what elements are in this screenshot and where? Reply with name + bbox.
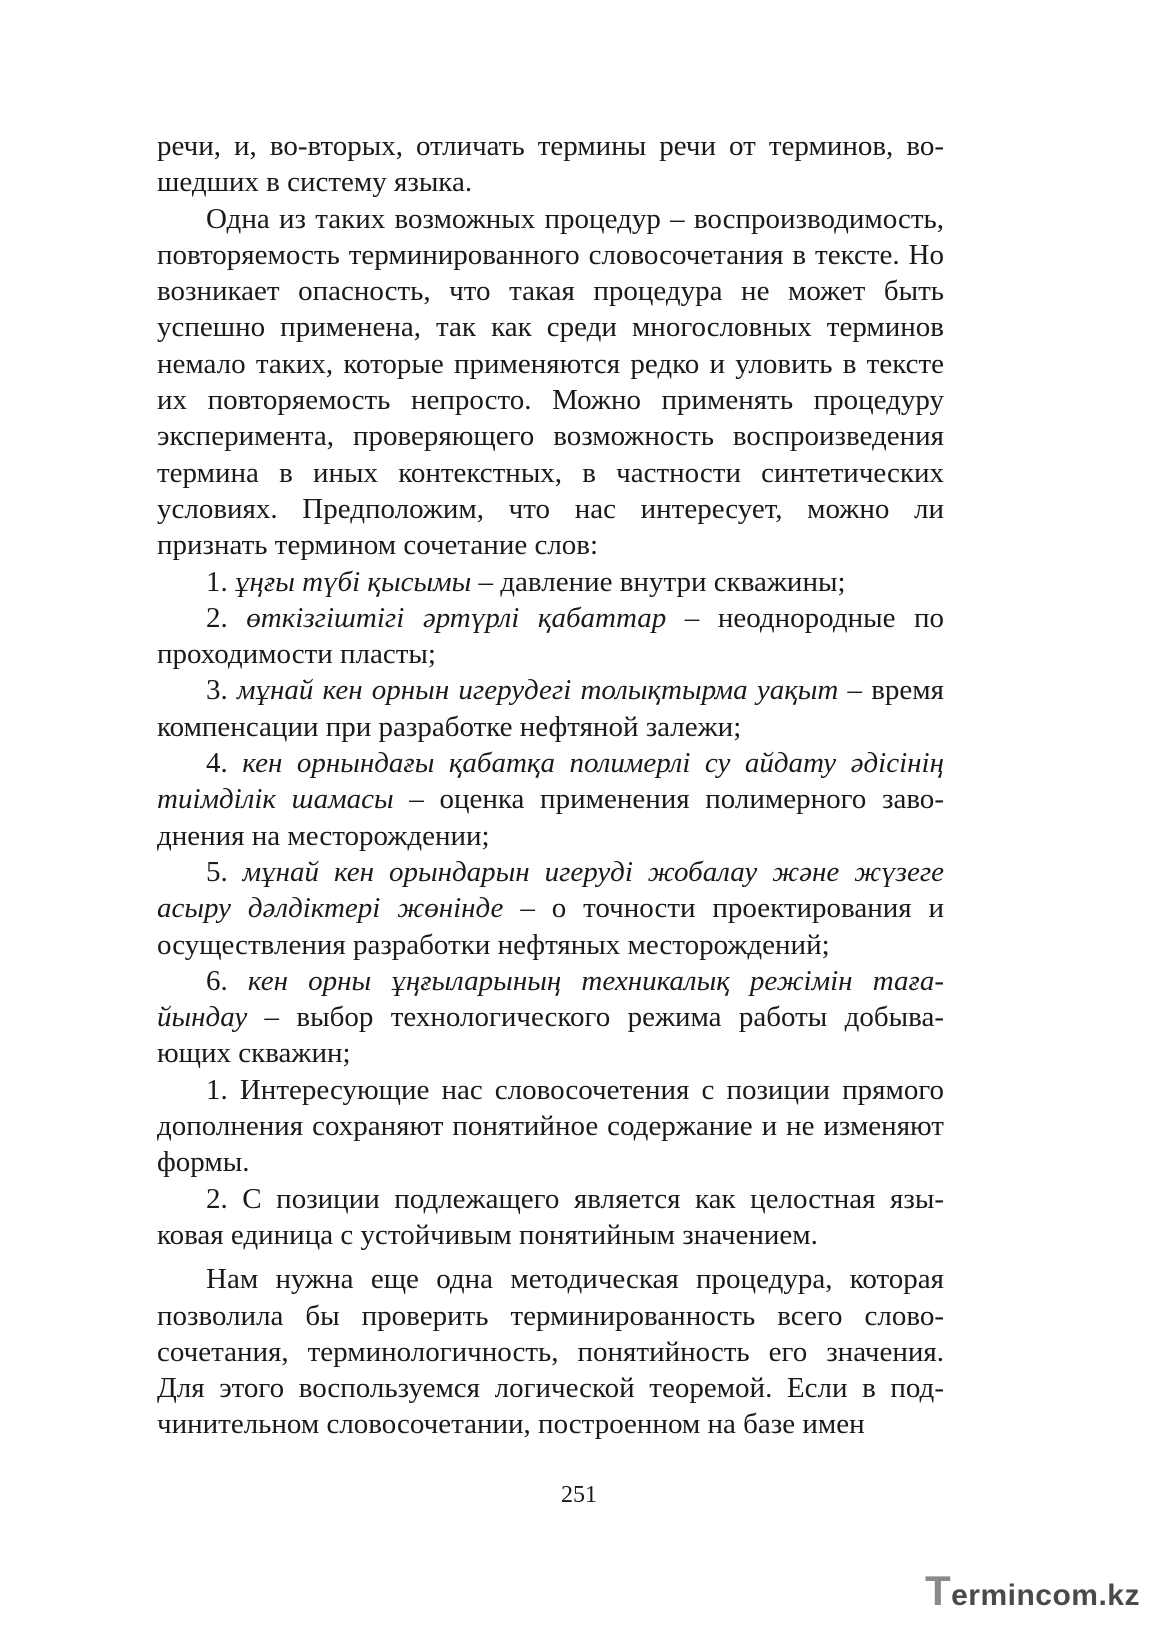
translation: – о точности проектирования и осуществления разработки нефтяных месторождений;: [157, 892, 945, 961]
kazakh-term: өткізгіштігі әртүрлі қабаттар: [246, 601, 667, 634]
example-number: 1.: [206, 565, 235, 598]
example-2: [157, 600, 944, 673]
paragraph-2: [157, 201, 944, 564]
paragraph-text: речи, и, во-вторых, отличать термины речи от терминов, вошедших в систему языка.: [157, 130, 944, 199]
example-4: [157, 745, 944, 854]
example-3: [157, 672, 944, 745]
example-1: [157, 564, 944, 600]
example-number: 3.: [206, 674, 237, 707]
watermark-initial: T: [924, 1567, 952, 1614]
page-number: 251: [561, 1482, 597, 1508]
example-number: 6.: [206, 964, 248, 997]
paragraph-final: [157, 1261, 944, 1442]
example-number: 2.: [206, 601, 247, 634]
paragraph-text: Нам нужна еще одна методическая процедура, которая позволила бы проверить терминированность всего словосочетания, терминологичность, понятийность его значения. Для этого воспользуемся логической теоремой. Если в подчинительном словосочетании, построенном на базе имен: [157, 1263, 944, 1441]
watermark-logo: [925, 1567, 1140, 1615]
kazakh-term: мұнай кен орындарын игеруді жобалау және жүзеге асыру дәлдіктері жөнінде: [157, 855, 944, 925]
page-body: [157, 128, 944, 1443]
kazakh-term: мұнай кен орнын игерудегі толықтырма уақыт: [236, 674, 839, 707]
kazakh-term: ұңғы түбі қысымы: [235, 565, 472, 598]
paragraph-text: 2. С позиции подлежащего является как целостная языковая единица с устойчивым понятийным значением.: [157, 1182, 944, 1251]
translation: – неоднородные по проходимости пласты;: [157, 601, 945, 671]
translation: – выбор технологического режима работы добывающих скважин;: [157, 1001, 944, 1070]
kazakh-term: кен орны ұңғыларының техникалық режімін тағайындау: [157, 964, 944, 1034]
conclusion-2: [157, 1181, 944, 1254]
kazakh-term: кен орнындағы қабатқа полимерлі су айдату әдісінің тиімділік шамасы: [157, 747, 944, 816]
example-number: 5.: [206, 855, 243, 888]
example-6: [157, 963, 944, 1072]
translation: – давление внутри скважины;: [471, 565, 846, 598]
watermark-text: ermincom.kz: [951, 1579, 1140, 1612]
paragraph-text: Одна из таких возможных процедур – воспроизводимость, повторяемость терминированного словосочетания в тексте. Но возникает опасность, что такая процедура не может быть успешно применена, так как среди многословных терминов немало таких, которые применяются редко и уловить в тексте их повторяемость непросто. Можно применять процедуру эксперимента, проверяющего возможность воспроизведения термина в иных контекстных, в частности синтетических условиях. Предположим, что нас интересует, можно ли признать термином сочетание слов:: [157, 202, 944, 562]
example-number: 4.: [206, 747, 243, 780]
example-5: [157, 854, 944, 963]
conclusion-1: [157, 1072, 944, 1181]
translation: – оценка применения полимерного заводнения на месторождении;: [157, 783, 944, 852]
translation: – время компенсации при разработке нефтяной залежи;: [157, 674, 944, 743]
paragraph-text: 1. Интересующие нас словосочетения с позиции прямого дополнения сохраняют понятийное содержание и не изменяют формы.: [157, 1073, 944, 1179]
paragraph-1: [157, 128, 944, 201]
